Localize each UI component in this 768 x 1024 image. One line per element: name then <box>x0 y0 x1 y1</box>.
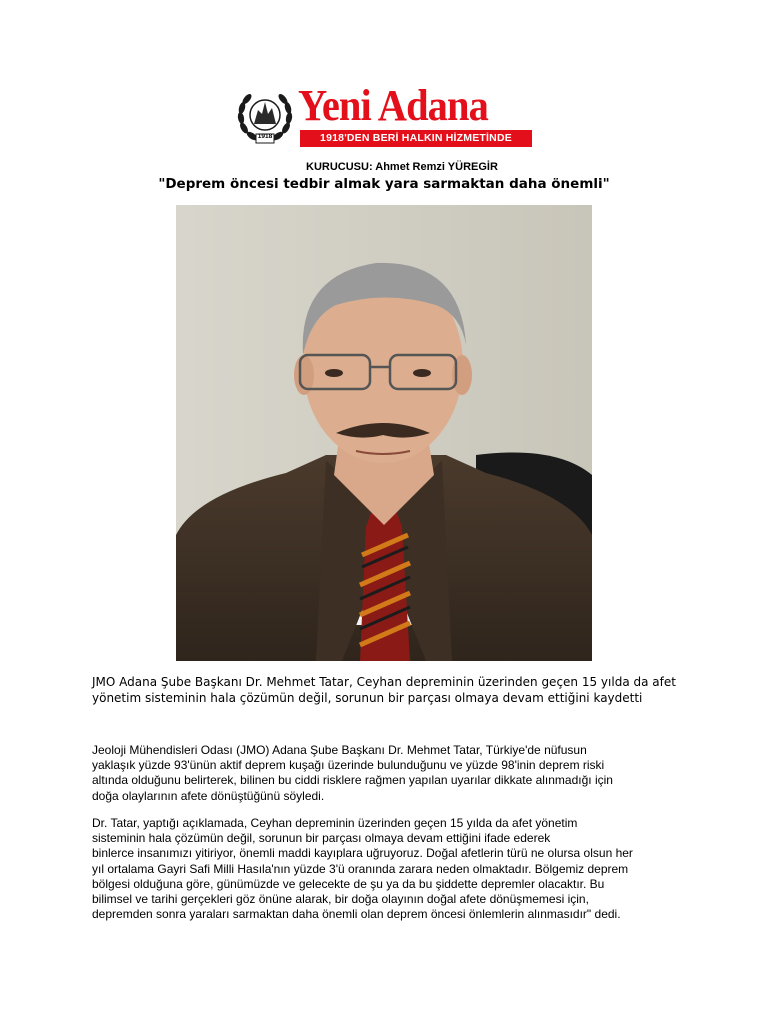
article-paragraph-1 <box>92 743 682 804</box>
paragraph-line: Jeoloji Mühendisleri Odası (JMO) Adana Şube Başkanı Dr. Mehmet Tatar, Türkiye'de nüfusun <box>92 743 587 757</box>
paragraph-line: bölgesi olduğuna göre, günümüzde ve gelecekte de şu ya da bu şiddette depremler olacaktır. Bu <box>92 876 605 891</box>
paragraph-line: bilimsel ve tarihi gerçekleri göz önüne alarak, bir doğa olayının doğal afete dönüşmemesi için, <box>92 892 589 907</box>
paragraph-line: yıl ortalama Gayri Safi Milli Hasıla'nın yüzde 3'ü oranında zarara neden olmaktadır. Bölgemiz deprem <box>92 861 629 876</box>
paragraph-line: sisteminin hala çözümün değil, sorunun bir parçası olmaya devam ettiğini ifade ederek <box>92 831 551 846</box>
article-headline: "Deprem öncesi tedbir almak yara sarmaktan daha önemli" <box>158 176 610 192</box>
paragraph-line: Dr. Tatar, yaptığı açıklamada, Ceyhan depreminin üzerinden geçen 15 yılda da afet yönetim <box>92 816 578 830</box>
article-paragraph-2 <box>92 816 682 922</box>
brand-name: Yeni Adana <box>298 81 488 130</box>
paragraph-line: binlerce insanımızı yitiriyor, önemli maddi kayıplara uğruyoruz. Doğal afetlerin türü ne olursa olsun her <box>92 846 633 861</box>
masthead <box>236 81 536 150</box>
paragraph-line: altında olduğunu belirterek, bilinen bu ciddi risklere rağmen yapılan uyarılar dikkate alınmadığı için <box>92 773 613 788</box>
brand-tagline: 1918'DEN BERİ HALKIN HİZMETİNDE <box>300 130 532 147</box>
founder-line: KURUCUSU: Ahmet Remzi YÜREGİR <box>306 161 498 173</box>
article-summary: JMO Adana Şube Başkanı Dr. Mehmet Tatar, Ceyhan depreminin üzerinden geçen 15 yılda da afet yönetim sisteminin hala çözümün değil, sorunun bir parçası olmaya devam ettiğini kaydetti <box>92 675 676 705</box>
paragraph-line: doğa olaylarının afete dönüştüğünü söyledi. <box>92 788 325 803</box>
emblem-year: 1918 <box>257 133 273 140</box>
paragraph-line: yaklaşık yüzde 93'ünün aktif deprem kuşağı üzerinde bulunduğunu ve yüzde 98'inin deprem riski <box>92 758 605 773</box>
paragraph-line: depremden sonra yaraları sarmaktan daha önemli olan deprem öncesi önlemlerin alınmasıdır" dedi. <box>92 907 621 922</box>
portrait-photo <box>176 205 592 661</box>
